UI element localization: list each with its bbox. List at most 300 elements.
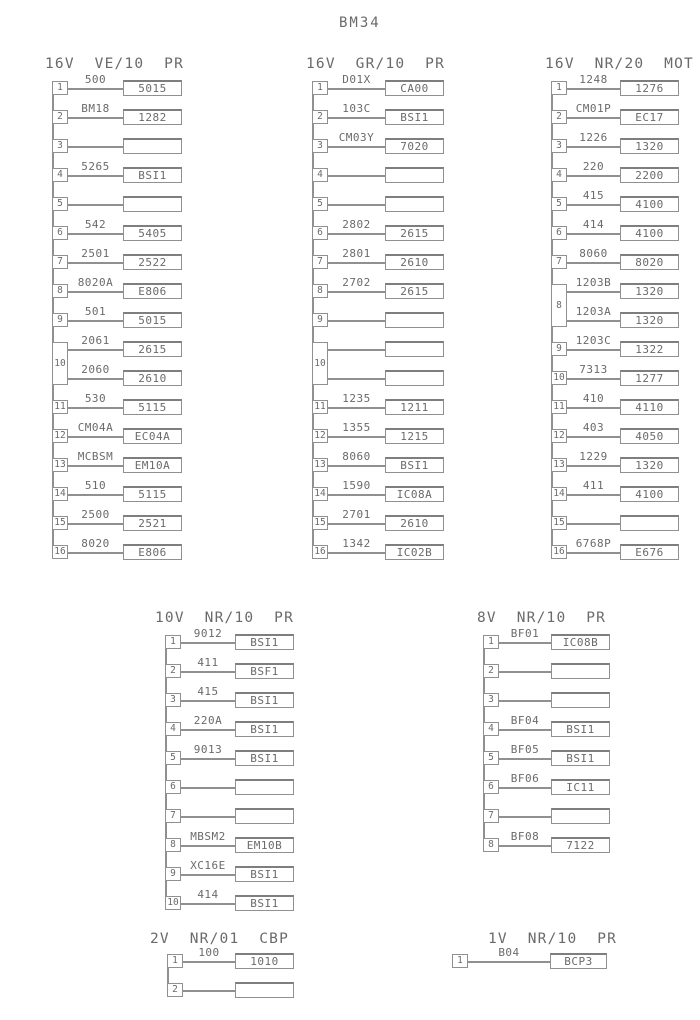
connector-header-c3: 16V NR/20 MOT	[545, 56, 694, 72]
wire-line	[328, 320, 385, 322]
pin-box: 5	[52, 197, 68, 211]
wire-line	[181, 671, 235, 673]
dest-box	[620, 341, 679, 357]
dest-box	[551, 808, 610, 824]
wire-line	[567, 262, 620, 264]
dest-label: BSI1	[400, 459, 429, 472]
pin-box: 6	[551, 226, 567, 240]
dest-label: BSI1	[138, 169, 167, 182]
dest-box	[551, 750, 610, 766]
pin-box: 10	[551, 371, 567, 385]
dest-label: BSI1	[566, 752, 595, 765]
wire-label: 414	[582, 218, 605, 231]
wire-line	[68, 523, 123, 525]
wire-line	[181, 642, 235, 644]
wire-line	[68, 465, 123, 467]
dest-label: BSI1	[250, 897, 279, 910]
pin-box: 9	[312, 313, 328, 327]
wire-label: 2060	[81, 363, 110, 376]
dest-label: BSI1	[400, 111, 429, 124]
dest-box	[123, 312, 182, 328]
dest-label: BSI1	[250, 636, 279, 649]
wire-line	[567, 523, 620, 525]
dest-box	[385, 254, 444, 270]
wire-line	[499, 729, 551, 731]
wire-label: 100	[198, 946, 220, 959]
dest-box	[123, 138, 182, 154]
wire-line	[68, 494, 123, 496]
wire-line	[499, 787, 551, 789]
dest-box	[123, 254, 182, 270]
pin-box: 10	[165, 896, 181, 910]
wire-line	[567, 465, 620, 467]
wire-line	[499, 642, 551, 644]
pin-box: 1	[551, 81, 567, 95]
dest-box	[385, 138, 444, 154]
dest-box	[551, 721, 610, 737]
wire-line	[567, 436, 620, 438]
pin-box: 1	[52, 81, 68, 95]
wire-label: 415	[582, 189, 605, 202]
wire-label: 8060	[342, 450, 371, 463]
wire-line	[468, 961, 550, 963]
wire-line	[68, 378, 123, 380]
connector-header-c4: 10V NR/10 PR	[155, 610, 295, 626]
dest-box	[235, 866, 294, 882]
dest-label: E806	[138, 285, 167, 298]
dest-label: BSI1	[566, 723, 595, 736]
wire-label: 411	[197, 656, 219, 669]
dest-box	[551, 663, 610, 679]
pin-box: 3	[483, 693, 499, 707]
dest-box	[123, 486, 182, 502]
wire-label: 2061	[81, 334, 110, 347]
dest-box	[620, 486, 679, 502]
dest-label: 2615	[400, 227, 429, 240]
wire-line	[68, 407, 123, 409]
dest-label: 5015	[138, 314, 167, 327]
wire-label: 2701	[342, 508, 371, 521]
dest-box	[235, 750, 294, 766]
wire-label: 1248	[579, 73, 608, 86]
pin-box: 1	[165, 635, 181, 649]
wire-line	[68, 291, 123, 293]
dest-box	[620, 109, 679, 125]
pin-box: 5	[312, 197, 328, 211]
pin-box: 4	[52, 168, 68, 182]
wire-line	[68, 349, 123, 351]
wire-label: BM18	[81, 102, 110, 115]
pin-box: 8	[483, 838, 499, 852]
pin-box: 6	[312, 226, 328, 240]
pin-box: 12	[52, 429, 68, 443]
wire-line	[328, 465, 385, 467]
dest-label: 1215	[400, 430, 429, 443]
wire-line	[181, 845, 235, 847]
wire-label: 542	[84, 218, 107, 231]
dest-box	[123, 196, 182, 212]
wire-line	[328, 262, 385, 264]
dest-label: 5115	[138, 488, 167, 501]
pin-box: 2	[167, 983, 183, 997]
wire-line	[68, 117, 123, 119]
wire-line	[68, 262, 123, 264]
pin-box: 9	[52, 313, 68, 327]
dest-label: 4100	[635, 198, 664, 211]
pin-box: 1	[312, 81, 328, 95]
wire-label: 410	[582, 392, 605, 405]
dest-box	[385, 312, 444, 328]
pin-box: 5	[483, 751, 499, 765]
pin-box: 13	[551, 458, 567, 472]
dest-label: 5405	[138, 227, 167, 240]
wire-label: 510	[84, 479, 107, 492]
wire-label: MBSM2	[190, 830, 226, 843]
dest-box	[620, 515, 679, 531]
dest-label: 4110	[635, 401, 664, 414]
pin-box: 7	[551, 255, 567, 269]
dest-label: EM10B	[246, 839, 283, 852]
dest-label: 1010	[250, 955, 279, 968]
pin-box: 8	[551, 284, 567, 327]
wire-label: 220A	[193, 714, 223, 727]
dest-label: BSI1	[250, 868, 279, 881]
wire-line	[328, 523, 385, 525]
pin-box: 13	[52, 458, 68, 472]
connector-header-c1: 16V VE/10 PR	[45, 56, 185, 72]
pin-box: 2	[312, 110, 328, 124]
wire-label: CM04A	[77, 421, 114, 434]
wire-line	[183, 990, 235, 992]
wire-label: 1203A	[575, 305, 612, 318]
dest-label: 1320	[635, 285, 664, 298]
pin-box: 12	[551, 429, 567, 443]
pin-box: 5	[551, 197, 567, 211]
pin-box: 6	[165, 780, 181, 794]
wire-label: 2801	[342, 247, 371, 260]
wire-label: 1203B	[575, 276, 612, 289]
wire-label: 1342	[342, 537, 371, 550]
wire-label: 1590	[342, 479, 371, 492]
dest-label: 2521	[138, 517, 167, 530]
wire-label: CM01P	[575, 102, 612, 115]
wire-label: 411	[582, 479, 605, 492]
wire-label: 5265	[81, 160, 110, 173]
wire-label: 403	[582, 421, 605, 434]
wire-line	[68, 88, 123, 90]
wire-line	[328, 552, 385, 554]
wire-label: 9013	[193, 743, 223, 756]
wire-label: 1235	[342, 392, 371, 405]
pin-box: 4	[483, 722, 499, 736]
wire-line	[181, 758, 235, 760]
wire-label: 1226	[579, 131, 608, 144]
wire-label: XC16E	[190, 859, 226, 872]
wire-line	[68, 233, 123, 235]
dest-label: IC08A	[396, 488, 433, 501]
wire-label: 415	[197, 685, 219, 698]
dest-box	[123, 80, 182, 96]
wire-line	[68, 320, 123, 322]
wire-label: 2702	[342, 276, 371, 289]
dest-label: 4050	[635, 430, 664, 443]
pin-box: 3	[312, 139, 328, 153]
dest-box	[123, 109, 182, 125]
pin-box: 4	[165, 722, 181, 736]
dest-box	[385, 515, 444, 531]
dest-label: 4100	[635, 488, 664, 501]
dest-box	[385, 167, 444, 183]
wire-line	[328, 88, 385, 90]
wire-line	[499, 671, 551, 673]
wire-label: 500	[84, 73, 107, 86]
dest-label: 1322	[635, 343, 664, 356]
wire-label: BF01	[510, 627, 540, 640]
wire-line	[328, 175, 385, 177]
dest-box	[385, 370, 444, 386]
dest-label: 1320	[635, 459, 664, 472]
pin-box: 11	[312, 400, 328, 414]
wire-label: 8060	[579, 247, 608, 260]
dest-label: CA00	[400, 82, 429, 95]
dest-label: BSF1	[250, 665, 279, 678]
wire-line	[181, 729, 235, 731]
wire-line	[181, 874, 235, 876]
pin-box: 3	[52, 139, 68, 153]
wire-label: BF06	[510, 772, 540, 785]
dest-box	[235, 808, 294, 824]
dest-box	[123, 225, 182, 241]
dest-label: IC02B	[396, 546, 433, 559]
dest-box	[123, 544, 182, 560]
dest-label: 2522	[138, 256, 167, 269]
wire-line	[567, 204, 620, 206]
wire-line	[567, 117, 620, 119]
dest-box	[620, 254, 679, 270]
pin-box: 1	[483, 635, 499, 649]
dest-box	[235, 634, 294, 650]
pin-box: 6	[52, 226, 68, 240]
dest-box	[620, 283, 679, 299]
wire-line	[567, 349, 620, 351]
pin-box: 5	[165, 751, 181, 765]
pin-box: 15	[312, 516, 328, 530]
dest-label: 4100	[635, 227, 664, 240]
pin-box: 10	[312, 342, 328, 385]
wire-label: BF04	[510, 714, 540, 727]
dest-box	[620, 167, 679, 183]
pin-box: 14	[551, 487, 567, 501]
dest-box	[385, 544, 444, 560]
pin-box: 2	[52, 110, 68, 124]
dest-box	[551, 779, 610, 795]
wire-line	[181, 816, 235, 818]
dest-box	[620, 399, 679, 415]
dest-box	[235, 692, 294, 708]
dest-box	[385, 283, 444, 299]
wire-line	[328, 117, 385, 119]
wire-line	[328, 494, 385, 496]
wire-line	[567, 88, 620, 90]
dest-box	[620, 312, 679, 328]
dest-box	[620, 225, 679, 241]
wire-label: 7313	[579, 363, 608, 376]
wire-label: CM03Y	[338, 131, 375, 144]
wire-label: 6768P	[575, 537, 612, 550]
dest-box	[123, 428, 182, 444]
dest-label: E676	[635, 546, 664, 559]
wire-line	[68, 146, 123, 148]
dest-label: IC11	[566, 781, 595, 794]
dest-label: 1320	[635, 140, 664, 153]
dest-box	[235, 663, 294, 679]
dest-label: 7122	[566, 839, 595, 852]
pin-box: 16	[52, 545, 68, 559]
dest-label: BSI1	[250, 694, 279, 707]
dest-box	[551, 692, 610, 708]
dest-box	[620, 457, 679, 473]
dest-box	[123, 341, 182, 357]
wire-line	[181, 787, 235, 789]
dest-label: 5015	[138, 82, 167, 95]
wire-line	[567, 146, 620, 148]
wire-label: 8020A	[77, 276, 114, 289]
dest-box	[123, 370, 182, 386]
dest-box	[235, 779, 294, 795]
dest-box	[620, 370, 679, 386]
dest-label: 1276	[635, 82, 664, 95]
dest-label: 5115	[138, 401, 167, 414]
wire-line	[499, 816, 551, 818]
pin-box: 8	[312, 284, 328, 298]
wire-line	[328, 349, 385, 351]
dest-box	[620, 138, 679, 154]
dest-box	[123, 515, 182, 531]
pin-box: 7	[165, 809, 181, 823]
wire-label: 8020	[81, 537, 110, 550]
wire-line	[328, 378, 385, 380]
dest-label: EC04A	[134, 430, 171, 443]
connector-header-c5: 8V NR/10 PR	[477, 610, 607, 626]
wire-label: B04	[498, 946, 520, 959]
dest-label: EC17	[635, 111, 664, 124]
wire-label: 2500	[81, 508, 110, 521]
wire-line	[567, 378, 620, 380]
dest-box	[235, 837, 294, 853]
dest-label: BSI1	[250, 723, 279, 736]
dest-label: 1320	[635, 314, 664, 327]
dest-label: 1277	[635, 372, 664, 385]
wire-line	[567, 552, 620, 554]
pin-box: 2	[165, 664, 181, 678]
wire-line	[499, 845, 551, 847]
pin-box: 14	[312, 487, 328, 501]
connector-header-c2: 16V GR/10 PR	[306, 56, 446, 72]
dest-box	[551, 634, 610, 650]
pin-box: 1	[167, 954, 183, 968]
wire-label: 9012	[193, 627, 223, 640]
wire-line	[567, 291, 620, 293]
dest-box	[235, 953, 294, 969]
pin-box: 1	[452, 954, 468, 968]
wire-line	[567, 407, 620, 409]
wire-line	[328, 291, 385, 293]
wire-line	[183, 961, 235, 963]
pin-box: 4	[551, 168, 567, 182]
dest-box	[123, 167, 182, 183]
dest-label: 2610	[138, 372, 167, 385]
dest-box	[385, 341, 444, 357]
dest-label: 7020	[400, 140, 429, 153]
dest-box	[385, 428, 444, 444]
dest-label: E806	[138, 546, 167, 559]
wire-label: 1229	[579, 450, 608, 463]
pin-box: 8	[52, 284, 68, 298]
pin-box: 3	[165, 693, 181, 707]
wire-line	[328, 146, 385, 148]
dest-box	[123, 457, 182, 473]
dest-label: 8020	[635, 256, 664, 269]
connector-header-c7: 1V NR/10 PR	[488, 931, 618, 947]
wire-label: 501	[84, 305, 107, 318]
dest-label: 2200	[635, 169, 664, 182]
wire-line	[567, 175, 620, 177]
pin-box: 7	[52, 255, 68, 269]
pin-box: 6	[483, 780, 499, 794]
wire-line	[328, 407, 385, 409]
wire-line	[567, 320, 620, 322]
dest-box	[551, 837, 610, 853]
wire-label: 103C	[342, 102, 371, 115]
wire-label: MCBSM	[77, 450, 114, 463]
wire-line	[328, 204, 385, 206]
pin-box: 16	[551, 545, 567, 559]
pin-box: 11	[551, 400, 567, 414]
dest-label: 2615	[400, 285, 429, 298]
dest-box	[123, 283, 182, 299]
pin-box: 16	[312, 545, 328, 559]
pin-box: 9	[551, 342, 567, 356]
wire-label: 2501	[81, 247, 110, 260]
wire-label: 414	[197, 888, 219, 901]
dest-label: BCP3	[564, 955, 593, 968]
dest-box	[620, 428, 679, 444]
wire-line	[181, 903, 235, 905]
pin-box: 7	[312, 255, 328, 269]
wire-line	[68, 436, 123, 438]
wire-label: BF08	[510, 830, 540, 843]
dest-label: 1211	[400, 401, 429, 414]
pin-box: 12	[312, 429, 328, 443]
pin-box: 2	[551, 110, 567, 124]
wire-line	[499, 758, 551, 760]
wire-line	[328, 233, 385, 235]
pin-box: 7	[483, 809, 499, 823]
dest-box	[385, 80, 444, 96]
dest-box	[385, 486, 444, 502]
dest-label: BSI1	[250, 752, 279, 765]
dest-box	[620, 80, 679, 96]
wire-label: 2802	[342, 218, 371, 231]
dest-label: 2615	[138, 343, 167, 356]
wire-label: BF05	[510, 743, 540, 756]
dest-box	[235, 721, 294, 737]
dest-label: 2610	[400, 256, 429, 269]
dest-label: IC08B	[562, 636, 599, 649]
dest-label: 1282	[138, 111, 167, 124]
wire-line	[68, 552, 123, 554]
dest-box	[620, 196, 679, 212]
